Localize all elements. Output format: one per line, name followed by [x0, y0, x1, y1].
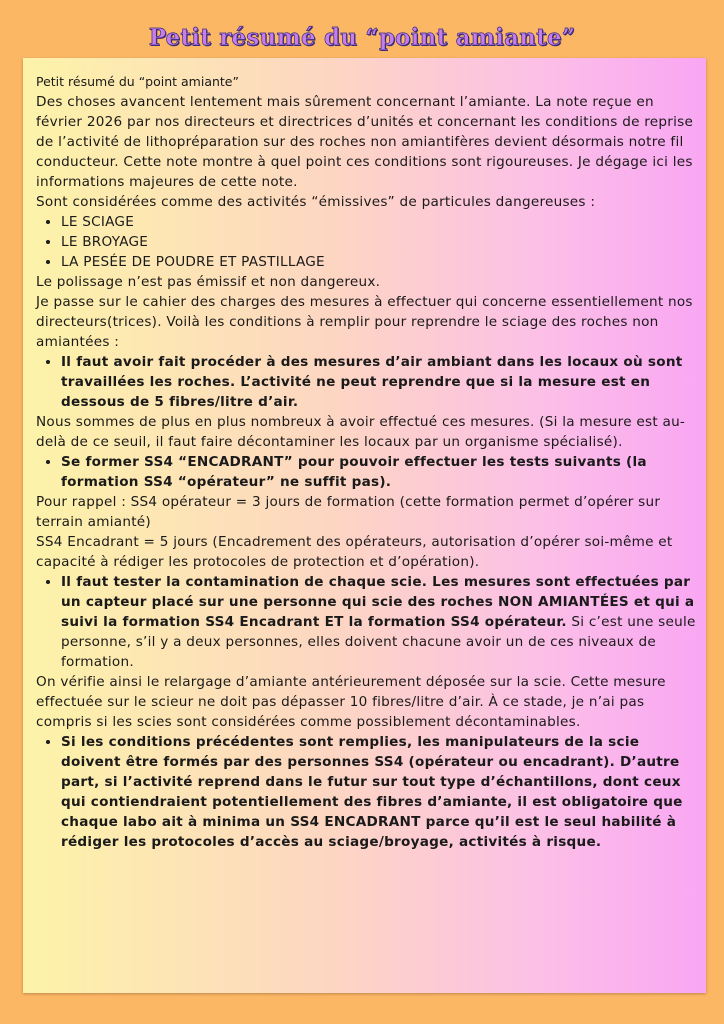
- saw-test-bold: Il faut tester la contamination de chaque scie. Les mesures sont effectuées par un capteur placé sur une personne qui scie des roches NON AMIANTÉES et qui a suivi la formation SS4 Encadrant ET la formation SS4 opérateur.: [61, 574, 695, 630]
- paragraph-ss4-encadrant: SS4 Encadrant = 5 jours (Encadrement des opérateurs, autorisation d’opérer soi-même et capacité à rédiger les protocoles de protection et d’opération).: [36, 534, 673, 570]
- saw-test-normal: Si c’est une seule personne, s’il y a deux personnes, elles doivent chacune avoir un de ces niveaux de formation.: [61, 614, 696, 670]
- conditions-list-2: [36, 452, 696, 492]
- document-subtitle: Petit résumé du “point amiante”: [36, 74, 239, 89]
- list-item: • LE BROYAGE: [61, 232, 696, 252]
- list-item: • LE SCIAGE: [61, 212, 696, 232]
- page-title: Petit résumé du “point amiante”: [148, 24, 576, 51]
- paragraph-measures-done: Nous sommes de plus en plus nombreux à avoir effectué ces mesures. (Si la mesure est au-delà de ce seuil, il faut faire décontaminer les locaux par un organisme spécialisé).: [36, 414, 686, 450]
- condition-air-measure: • Il faut avoir fait procéder à des mesures d’air ambiant dans les locaux où sont travaillées les roches. L’activité ne peut reprendre que si la mesure est en dessous de 5 fibres/litre d’air.: [61, 352, 696, 412]
- emissive-activities-list: [36, 212, 696, 272]
- content-panel: [23, 58, 706, 993]
- conditions-list-1: [36, 352, 696, 412]
- paragraph-conditions: Je passe sur le cahier des charges des mesures à effectuer qui concerne essentiellement nos directeurs(trices). Voilà les conditions à remplir pour reprendre le sciage des roches non amiantées :: [36, 294, 693, 350]
- condition-saw-test: [61, 572, 696, 672]
- paragraph-ss4-operator: Pour rappel : SS4 opérateur = 3 jours de formation (cette formation permet d’opérer sur terrain amianté): [36, 494, 661, 530]
- paragraph-polishing: Le polissage n’est pas émissif et non dangereux.: [36, 274, 381, 290]
- paragraph-emissive-activities: Sont considérées comme des activités “émissives” de particules dangereuses :: [36, 194, 596, 210]
- paragraph-intro: Des choses avancent lentement mais sûrement concernant l’amiante. La note reçue en février 2026 par nos directeurs et directrices d’unités et concernant les conditions de reprise de l’activité de lithopréparation sur des roches non amiantifères devient désormais notre fil conducteur. Cette note montre à quel point ces conditions sont rigoureuses. Je dégage ici les informations majeures de cette note.: [36, 94, 694, 190]
- document-body: [36, 72, 696, 852]
- paragraph-saw-verification: On vérifie ainsi le relargage d’amiante antérieurement déposée sur la scie. Cette mesure effectuée sur le scieur ne doit pas dépasser 10 fibres/litre d’air. À ce stade, je n’ai pas compris si les scies sont considérées comme possiblement décontaminables.: [36, 674, 666, 730]
- conditions-list-4: [36, 732, 696, 852]
- condition-operators-training: • Si les conditions précédentes sont remplies, les manipulateurs de la scie doivent être formés par des personnes SS4 (opérateur ou encadrant). D’autre part, si l’activité reprend dans le futur sur tout type d’échantillons, dont ceux qui contiendraient potentiellement des fibres d’amiante, il est obligatoire que chaque labo ait à minima un SS4 ENCADRANT parce qu’il est le seul habilité à rédiger les protocoles d’accès au sciage/broyage, activités à risque.: [61, 732, 696, 852]
- list-item: • LA PESÉE DE POUDRE ET PASTILLAGE: [61, 252, 696, 272]
- conditions-list-3: [36, 572, 696, 672]
- condition-ss4-training: • Se former SS4 “ENCADRANT” pour pouvoir effectuer les tests suivants (la formation SS4 “opérateur” ne suffit pas).: [61, 452, 696, 492]
